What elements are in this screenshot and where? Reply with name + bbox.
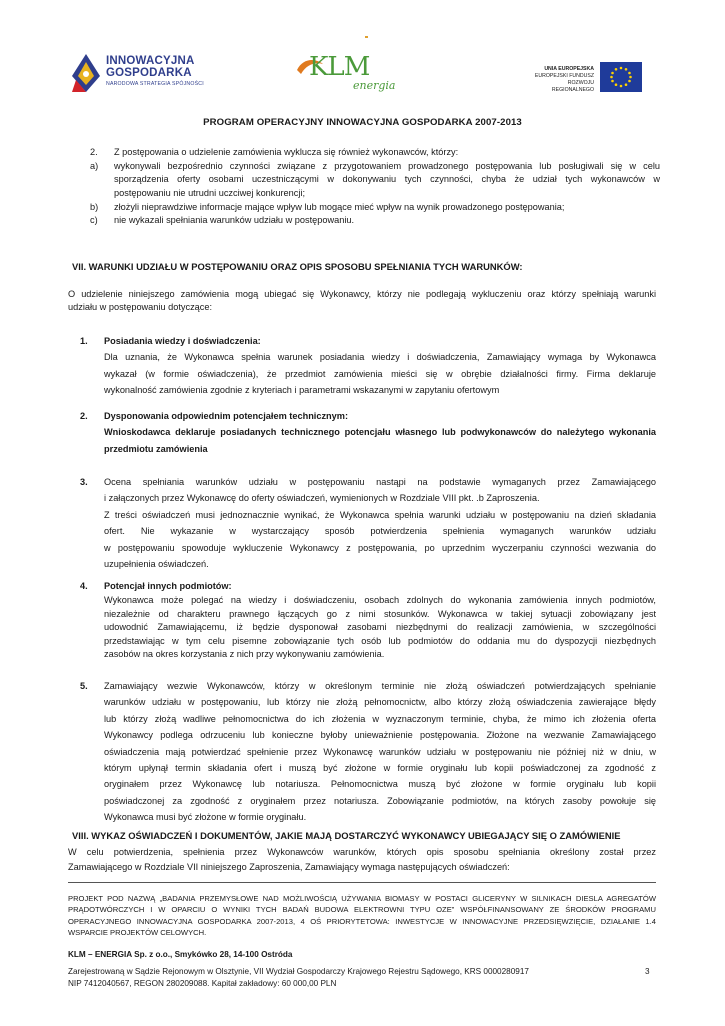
footer-tax: NIP 7412040567, REGON 280209088. Kapitał zakładowy: 60 000,00 PLN [68, 979, 337, 988]
page-number: 3 [645, 967, 650, 976]
paragraph-line: Wnioskodawca deklaruje posiadanych technicznego potencjału własnego lub podwykonawców do należytego wykonania [104, 427, 656, 438]
paragraph-line: Wykonawca musi być złożone w formie oryginału. [104, 812, 307, 823]
paragraph-line: lub którzy złożą wadliwe pełnomocnictwa do ich złożenia w wyznaczonym terminie, chyba, że mimo ich złożenia oferta [104, 713, 656, 724]
ig-logo-subtitle: NARODOWA STRATEGIA SPÓJNOŚCI [106, 81, 204, 87]
condition-title: Posiadania wiedzy i doświadczenia: [104, 336, 261, 346]
klm-energia-logo [295, 48, 396, 98]
paragraph-line: O udzielenie niniejszego zamówienia mogą ubiegać się Wykonawcy, którzy nie podlegają wykluczeniu oraz którzy spełniają warunki [68, 289, 656, 299]
paragraph-line: wykazał (w formie oświadczenia), że przedmiot zamówienia mieści się w obrębie działalności firmy. Firma deklaruje [104, 368, 656, 379]
footer-line: PROJEKT POD NAZWĄ „BADANIA PRZEMYSŁOWE NAD MOŻLIWOŚCIĄ UŻYWANIA BIOMASY W POSTACI GLICERYNY W SILNIKACH DIESLA AGREGATÓW [68, 894, 656, 903]
paragraph-line: W celu potwierdzenia, spełnienia przez Wykonawców warunków, których opis sposobu spełniania określony został przez [68, 847, 656, 857]
paragraph-line: wykonalność zamówienia zgodnie z kryteriach i parametrami wskazanymi w zapytaniu ofertowym [104, 385, 500, 396]
paragraph-line: Z treści oświadczeń musi jednoznacznie wynikać, że Wykonawca spełnia warunki udziału w postępowaniu na dzień składania [104, 509, 656, 520]
list-text: złożyli nieprawdziwe informacje mające wpływ lub mogące mieć wpływ na wynik prowadzonego postępowania; [114, 202, 565, 212]
list-line: wykonywali bezpośrednio czynności związane z przygotowaniem prowadzonego postępowania lub posługiwali się w celu [114, 161, 660, 171]
paragraph-line: zasobów na okres korzystania z nich przy wykonywaniu zamówienia. [104, 649, 385, 660]
list-marker: c) [90, 215, 98, 225]
list-marker: a) [90, 161, 99, 171]
footer-line: OPERACYJNEGO INNOWACYJNA GOSPODARKA 2007-2013, 4 OŚ PRIORYTETOWA: INWESTYCJE W INNOWACYJNE PRZEDSIĘWZIĘCIE, DZIAŁANIE 1.4 [68, 916, 656, 926]
footer-divider [68, 882, 656, 883]
footer-line: WSPARCIE PROJEKTÓW CELOWYCH. [68, 928, 207, 938]
paragraph-line: oryginałem przez Wykonawcę lub notariusza. Pełnomocnictwa muszą być złożone w formie oryginału lub kopii [104, 779, 656, 790]
paragraph-line: przedmiotu zamówienia [104, 443, 208, 454]
condition-title: Potencjał innych podmiotów: [104, 581, 232, 591]
section-7-heading: VII. WARUNKI UDZIAŁU W POSTĘPOWANIU ORAZ OPIS SPOSOBU SPEŁNIANIA TYCH WARUNKÓW: [72, 261, 523, 272]
list-line: sporządzenia oferty osobami uczestniczącymi w dokonywaniu tych czynności, chyba że udział tych wykonawców w [114, 174, 660, 185]
paragraph-line: Wykonawcy podlega odrzuceniu lub konieczne byłoby unieważnienie postępowania. Złożone na wezwanie Zamawiającego [104, 730, 656, 741]
footer-project [68, 893, 656, 939]
section-8-intro [68, 846, 656, 875]
paragraph-line: Zamawiający wezwie Wykonawców, którzy w określonym terminie nie złożą oświadczeń potwierdzających spełnianie [104, 681, 656, 691]
paragraph-line: oświadczenia mają potwierdzać spełnienie przez Wykonawcę warunków udziału w postępowaniu nie później niż w dniu, w [104, 746, 656, 757]
decorative-dot [365, 36, 368, 38]
footer-registry: Zarejestrowaną w Sądzie Rejonowym w Olsztynie, VII Wydział Gospodarczy Krajowego Rejestru Sądowego, KRS 0000280917 [68, 967, 529, 976]
list-text: nie wykazali spełniania warunków udziału w postępowaniu. [114, 215, 355, 225]
eu-flag-icon [600, 62, 642, 92]
paragraph-line: przedstawiając w tym celu pisemne zobowiązanie tych osób lub podmiotów do oddania mu do dyspozycji niezbędnych [104, 635, 656, 646]
ig-logo-title: INNOWACYJNA GOSPODARKA [106, 55, 195, 79]
condition-title: Dysponowania odpowiednim potencjałem technicznym: [104, 411, 349, 421]
paragraph-line: uzupełnienia oświadczeń. [104, 559, 209, 570]
paragraph-line: w postępowaniu spowoduje wykluczenie Wykonawcy z postępowania, po uprzednim wyczerpaniu czynności wezwania do [104, 542, 656, 553]
section-7-intro [68, 288, 656, 315]
innowacyjna-gospodarka-logo [70, 52, 210, 98]
paragraph-line: udziału w postępowaniu dotyczące: [68, 302, 213, 313]
paragraph-line: Zamawiającego w Rozdziale VII niniejszego Zaproszenia, Zamawiający wymaga następujących oświadczeń: [68, 862, 510, 873]
paragraph-line: i załączonych przez Wykonawcę do oferty oświadczeń, wymienionych w Rozdziale VIII pkt. .b Zaproszenia. [104, 493, 540, 504]
list-marker: 4. [80, 581, 88, 591]
list-marker: 2. [90, 147, 98, 157]
list-marker: 5. [80, 681, 88, 691]
section-8-heading: VIII. WYKAZ OŚWIADCZEŃ I DOKUMENTÓW, JAKIE MAJĄ DOSTARCZYĆ WYKONAWCY UBIEGAJĄCY SIĘ O ZAMÓWIENIE [72, 830, 621, 841]
list-marker: 1. [80, 336, 88, 346]
klm-logo-word: KLM [309, 52, 370, 82]
eu-logo-text: UNIA EUROPEJSKA EUROPEJSKI FUNDUSZ ROZWOJU REGIONALNEGO [534, 66, 594, 93]
list-marker: 2. [80, 411, 88, 421]
list-text: Z postępowania o udzielenie zamówienia wyklucza się również wykonawców, którzy: [114, 147, 459, 157]
paragraph-line: Ocena spełniania warunków udziału w postępowaniu nastąpi na podstawie wymaganych przez Zamawiającego [104, 477, 656, 487]
klm-logo-sub: energia [353, 79, 396, 92]
paragraph-line: niezależnie od charakteru prawnego łączących go z nimi stosunków. Wykonawca w takiej sytuacji zobowiązany jest [104, 608, 656, 619]
paragraph-line: poświadczonej za zgodność z oryginałem przez notariusza. Zobowiązanie podmiotów, na których zasoby powołuje się [104, 795, 656, 806]
list-marker: 3. [80, 477, 88, 487]
list-line: postępowaniu nie utrudni uczciwej konkurencji; [114, 187, 306, 198]
list-marker: b) [90, 202, 99, 212]
paragraph-line: Dla uznania, że Wykonawca spełnia warunek posiadania wiedzy i doświadczenia, Zamawiający wymaga by Wykonawca [104, 352, 656, 363]
ig-emblem-icon [70, 52, 102, 94]
footer-company: KLM – ENERGIA Sp. z o.o., Smykówko 28, 14-100 Ostróda [68, 950, 293, 959]
paragraph-line: ofert. Nie wykazanie w wystarczający sposób potwierdzenia spełnienia wymaganych warunków udziału [104, 526, 656, 537]
eu-logo [530, 62, 645, 94]
paragraph-line: Wykonawca może polegać na wiedzy i doświadczeniu, osobach zdolnych do wykonania zamówienia innych podmiotów, [104, 595, 656, 606]
paragraph-line: warunków udziału w postępowaniu, lub którzy nie złożą pełnomocnictw, albo którzy złożą oświadczenia zawierające błędy [104, 697, 656, 708]
program-title: PROGRAM OPERACYJNY INNOWACYJNA GOSPODARKA 2007-2013 [203, 117, 522, 128]
paragraph-line: którym upłynął termin składania ofert i muszą być złożone w formie oryginału lub kopii poświadczonej za zgodność z [104, 763, 656, 774]
footer-line: PRĄDOTWÓRCZYCH I W OPARCIU O WYNIKI TYCH BADAŃ BUDOWA ELEKTROWNI TYPU OZE” WSPÓŁFINANSOWANY ZE ŚRODKÓW PROGRAMU [68, 905, 656, 915]
paragraph-line: udowodnić Zamawiającemu, iż będzie dysponował zasobami niezbędnymi do realizacji zamówienia, w szczególności [104, 622, 656, 633]
